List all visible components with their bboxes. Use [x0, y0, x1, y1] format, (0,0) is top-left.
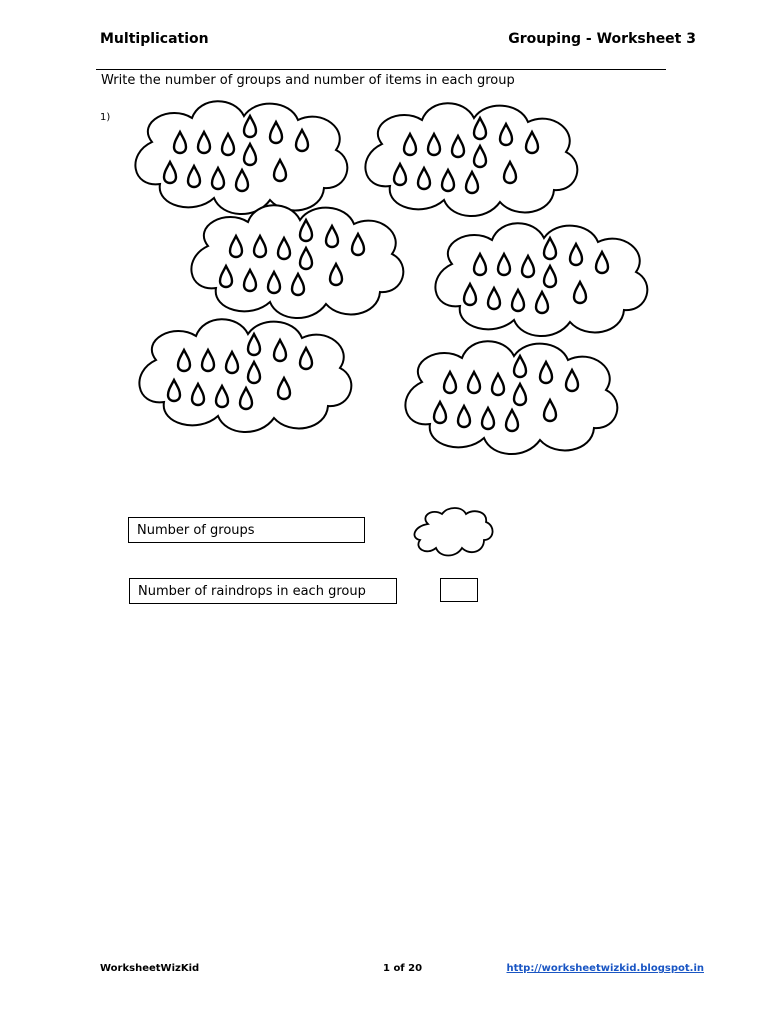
- cloud-icon: [139, 319, 351, 432]
- number-of-raindrops-text: Number of raindrops in each group: [138, 583, 366, 599]
- cloud-icon: [135, 101, 347, 214]
- page-title-right: Grouping - Worksheet 3: [508, 31, 696, 47]
- footer-link[interactable]: http://worksheetwizkid.blogspot.in: [506, 963, 704, 974]
- cloud-icon: [435, 223, 647, 336]
- page-title-left: Multiplication: [100, 31, 209, 47]
- footer-brand: WorksheetWizKid: [100, 963, 200, 974]
- instruction-text: Write the number of groups and number of items in each group: [101, 73, 515, 88]
- raindrops-answer-box[interactable]: [440, 578, 478, 602]
- question-number: 1): [100, 112, 111, 123]
- answer-cloud-icon: [414, 508, 492, 556]
- cloud-icon: [191, 205, 403, 318]
- cloud-icon: [405, 341, 617, 454]
- cloud-icon: [365, 103, 577, 216]
- footer-page-number: 1 of 20: [383, 963, 423, 974]
- number-of-groups-text: Number of groups: [137, 522, 255, 538]
- number-of-groups-label: [128, 517, 365, 543]
- number-of-raindrops-label: [129, 578, 397, 604]
